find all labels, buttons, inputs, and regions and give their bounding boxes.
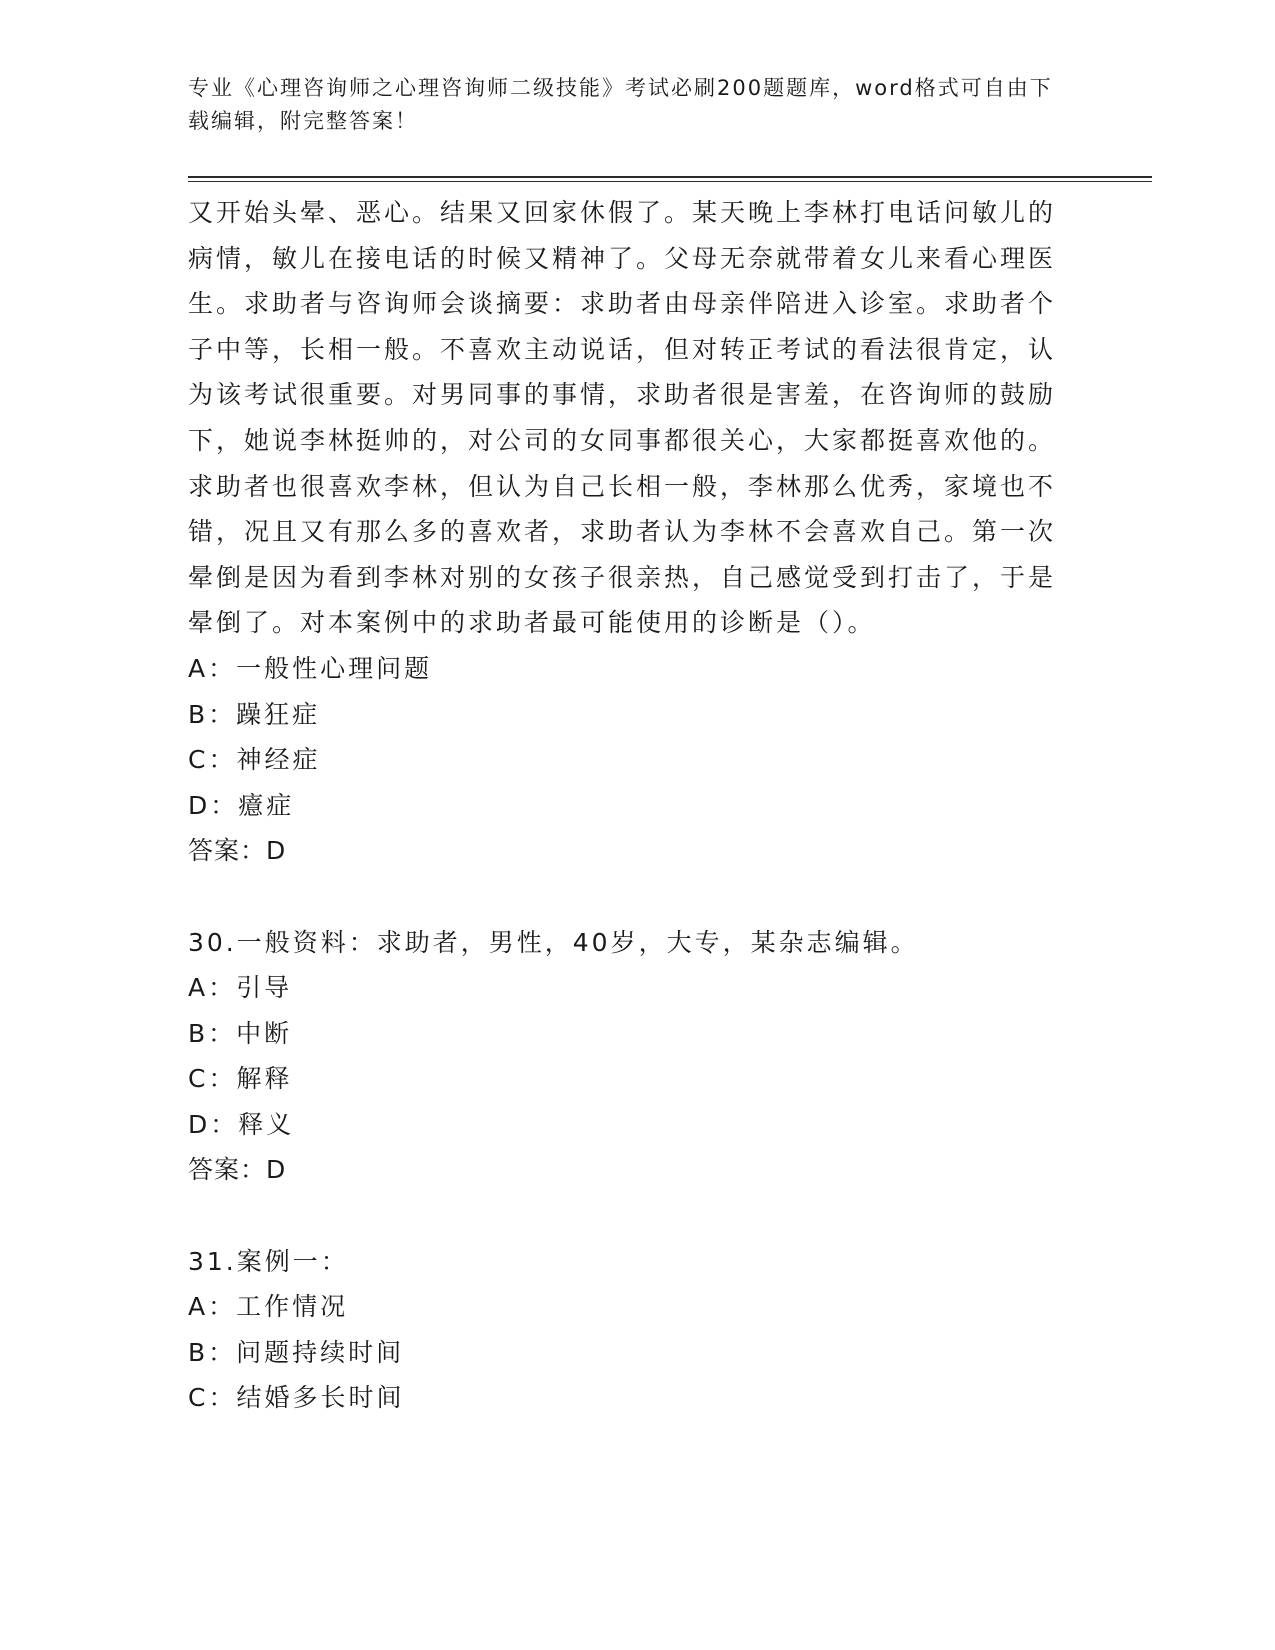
question-30-answer: 答案：D (188, 1155, 287, 1185)
question-29-option-c: C：神经症 (188, 745, 321, 775)
question-29 (188, 190, 1068, 874)
document-header: 专业《心理咨询师之心理咨询师二级技能》考试必刷200题题库，word格式可自由下载编辑，附完整答案！ (188, 76, 1053, 133)
header-rule-thick (188, 176, 1152, 178)
question-30-option-a: A：引导 (188, 973, 293, 1003)
question-30-stem: 30.一般资料：求助者，男性，40岁，大专，某杂志编辑。 (188, 927, 919, 957)
question-29-option-b: B：躁狂症 (188, 699, 321, 729)
spacer (188, 874, 1068, 920)
question-29-stem: 又开始头晕、恶心。结果又回家休假了。某天晚上李林打电话问敏儿的病情，敏儿在接电话的时候又精神了。父母无奈就带着女儿来看心理医生。求助者与咨询师会谈摘要：求助者由母亲伴陪进入诊室。求助者个子中等，长相一般。不喜欢主动说话，但对转正考试的看法很肯定，认为该考试很重要。对男同事的事情，求助者很是害羞，在咨询师的鼓励下，她说李林挺帅的，对公司的女同事都很关心，大家都挺喜欢他的。求助者也很喜欢李林，但认为自己长相一般，李林那么优秀，家境也不错，况且又有那么多的喜欢者，求助者认为李林不会喜欢自己。第一次晕倒是因为看到李林对别的女孩子很亲热，自己感觉受到打击了，于是晕倒了。对本案例中的求助者最可能使用的诊断是（）。 (188, 198, 1057, 638)
question-31-option-a: A：工作情况 (188, 1292, 349, 1322)
question-30-option-c: C：解释 (188, 1064, 293, 1094)
question-31 (188, 1239, 1068, 1421)
header-rule-thin (188, 181, 1152, 182)
question-30-option-d: D：释义 (188, 1109, 295, 1139)
spacer (188, 1193, 1068, 1239)
question-31-stem: 31.案例一： (188, 1246, 349, 1276)
document-body (188, 190, 1068, 1421)
question-30-option-b: B：中断 (188, 1018, 293, 1048)
question-29-answer: 答案：D (188, 836, 287, 866)
question-29-option-a: A：一般性心理问题 (188, 653, 433, 683)
question-31-option-c: C：结婚多长时间 (188, 1383, 405, 1413)
question-30 (188, 920, 1068, 1194)
question-29-option-d: D：癔症 (188, 790, 295, 820)
question-31-option-b: B：问题持续时间 (188, 1337, 405, 1367)
